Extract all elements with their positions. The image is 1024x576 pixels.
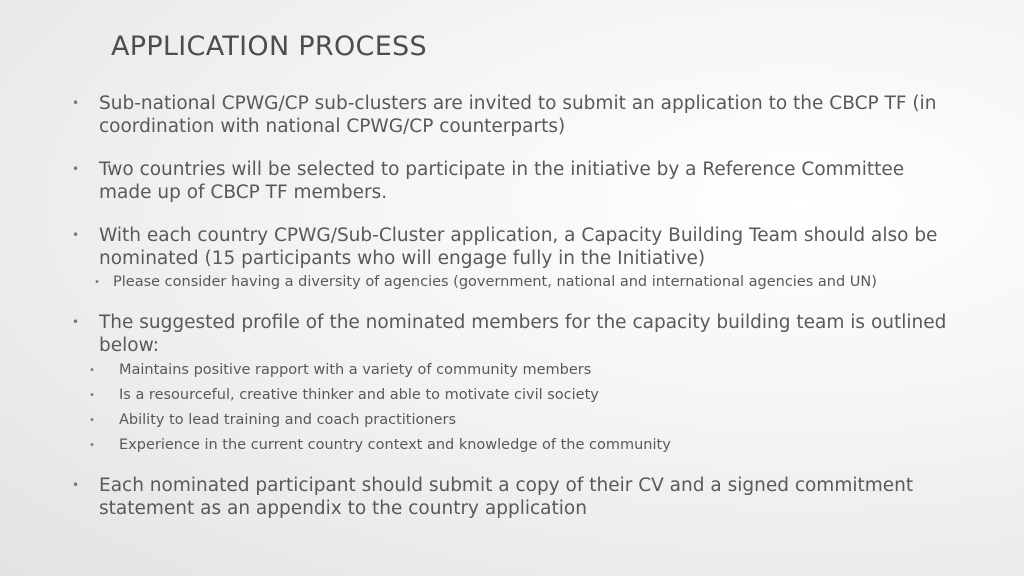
bullet-text: The suggested profile of the nominated members for the capacity building team is outlined below: <box>99 312 947 356</box>
bullet-text: Each nominated participant should submit a copy of their CV and a signed commitment statement as an appendix to the country application <box>99 475 914 519</box>
sub-bullet-text: Please consider having a diversity of agencies (government, national and international agencies and UN) <box>113 274 877 290</box>
bullet-item <box>72 311 962 357</box>
sub-bullet-dot: • <box>89 365 95 376</box>
sub-bullet-item <box>72 436 962 455</box>
slide-title: APPLICATION PROCESS <box>111 31 427 62</box>
bullet-dot: • <box>72 96 80 110</box>
bullet-dot: • <box>72 162 80 176</box>
slide-body <box>72 92 962 520</box>
sub-bullet-item <box>72 273 962 292</box>
bullet-text: Sub-national CPWG/CP sub-clusters are invited to submit an application to the CBCP TF (in coordination with national CPWG/CP counterparts) <box>99 93 937 137</box>
bullet-item <box>72 474 962 520</box>
bullet-dot: • <box>72 228 80 242</box>
sub-bullet-text: Is a resourceful, creative thinker and able to motivate civil society <box>119 387 599 403</box>
bullet-text: With each country CPWG/Sub-Cluster application, a Capacity Building Team should also be nominated (15 participants who will engage fully in the Initiative) <box>99 225 938 269</box>
sub-bullet-text: Ability to lead training and coach practitioners <box>119 412 457 428</box>
sub-bullet-item <box>72 386 962 405</box>
bullet-item <box>72 158 962 204</box>
sub-bullet-dot: • <box>89 440 95 451</box>
sub-bullet-text: Maintains positive rapport with a variety of community members <box>119 362 592 378</box>
sub-bullet-item <box>72 411 962 430</box>
sub-bullet-item <box>72 361 962 380</box>
sub-bullet-dot: • <box>89 415 95 426</box>
bullet-item <box>72 224 962 270</box>
bullet-item <box>72 92 962 138</box>
bullet-text: Two countries will be selected to participate in the initiative by a Reference Committee made up of CBCP TF members. <box>99 159 905 203</box>
bullet-dot: • <box>72 478 80 492</box>
bullet-dot: • <box>72 315 80 329</box>
sub-bullet-text: Experience in the current country context and knowledge of the community <box>119 437 671 453</box>
sub-bullet-dot: • <box>89 390 95 401</box>
sub-bullet-dot: • <box>94 277 100 288</box>
